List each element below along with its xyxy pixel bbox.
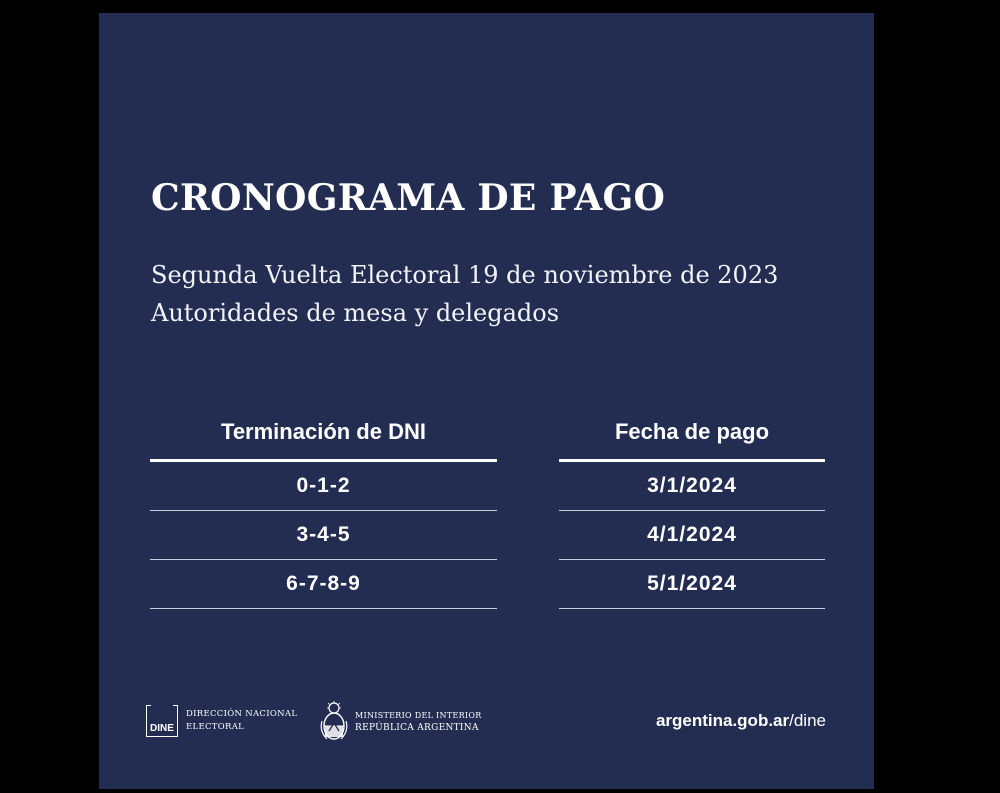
table-cell-dni: 6-7-8-9 xyxy=(150,560,497,609)
dni-column-header: Terminación de DNI xyxy=(150,415,497,462)
ministry-line-2: REPÚBLICA ARGENTINA xyxy=(355,723,479,733)
table-cell-date: 4/1/2024 xyxy=(559,511,825,560)
subtitle-line-1: Segunda Vuelta Electoral 19 de noviembre de 2023 xyxy=(151,261,779,289)
dine-logo-text xyxy=(186,708,297,734)
website-path: /dine xyxy=(789,711,826,730)
schedule-card xyxy=(99,13,874,789)
page-title: CRONOGRAMA DE PAGO xyxy=(151,177,666,219)
footer xyxy=(99,705,874,745)
website-domain: argentina.gob.ar xyxy=(655,711,790,730)
table-cell-dni: 3-4-5 xyxy=(150,511,497,560)
table-cell-date: 3/1/2024 xyxy=(559,462,825,511)
website-link[interactable] xyxy=(656,711,826,731)
table-cell-date: 5/1/2024 xyxy=(559,560,825,609)
dine-line-2: ELECTORAL xyxy=(186,722,245,732)
dine-line-1: DIRECCIÓN NACIONAL xyxy=(186,709,298,719)
date-column xyxy=(559,415,825,609)
subtitle-line-2: Autoridades de mesa y delegados xyxy=(151,299,560,327)
dni-column xyxy=(150,415,497,609)
dine-logo xyxy=(146,705,297,737)
subtitle xyxy=(151,256,778,332)
ministry-logo-text xyxy=(355,710,482,734)
dine-logo-box: DINE xyxy=(146,705,178,737)
table-cell-dni: 0-1-2 xyxy=(150,462,497,511)
ministry-logo xyxy=(319,701,482,743)
coat-of-arms-icon xyxy=(319,701,349,743)
date-column-header: Fecha de pago xyxy=(559,415,825,462)
ministry-line-1: MINISTERIO DEL INTERIOR xyxy=(355,711,482,720)
